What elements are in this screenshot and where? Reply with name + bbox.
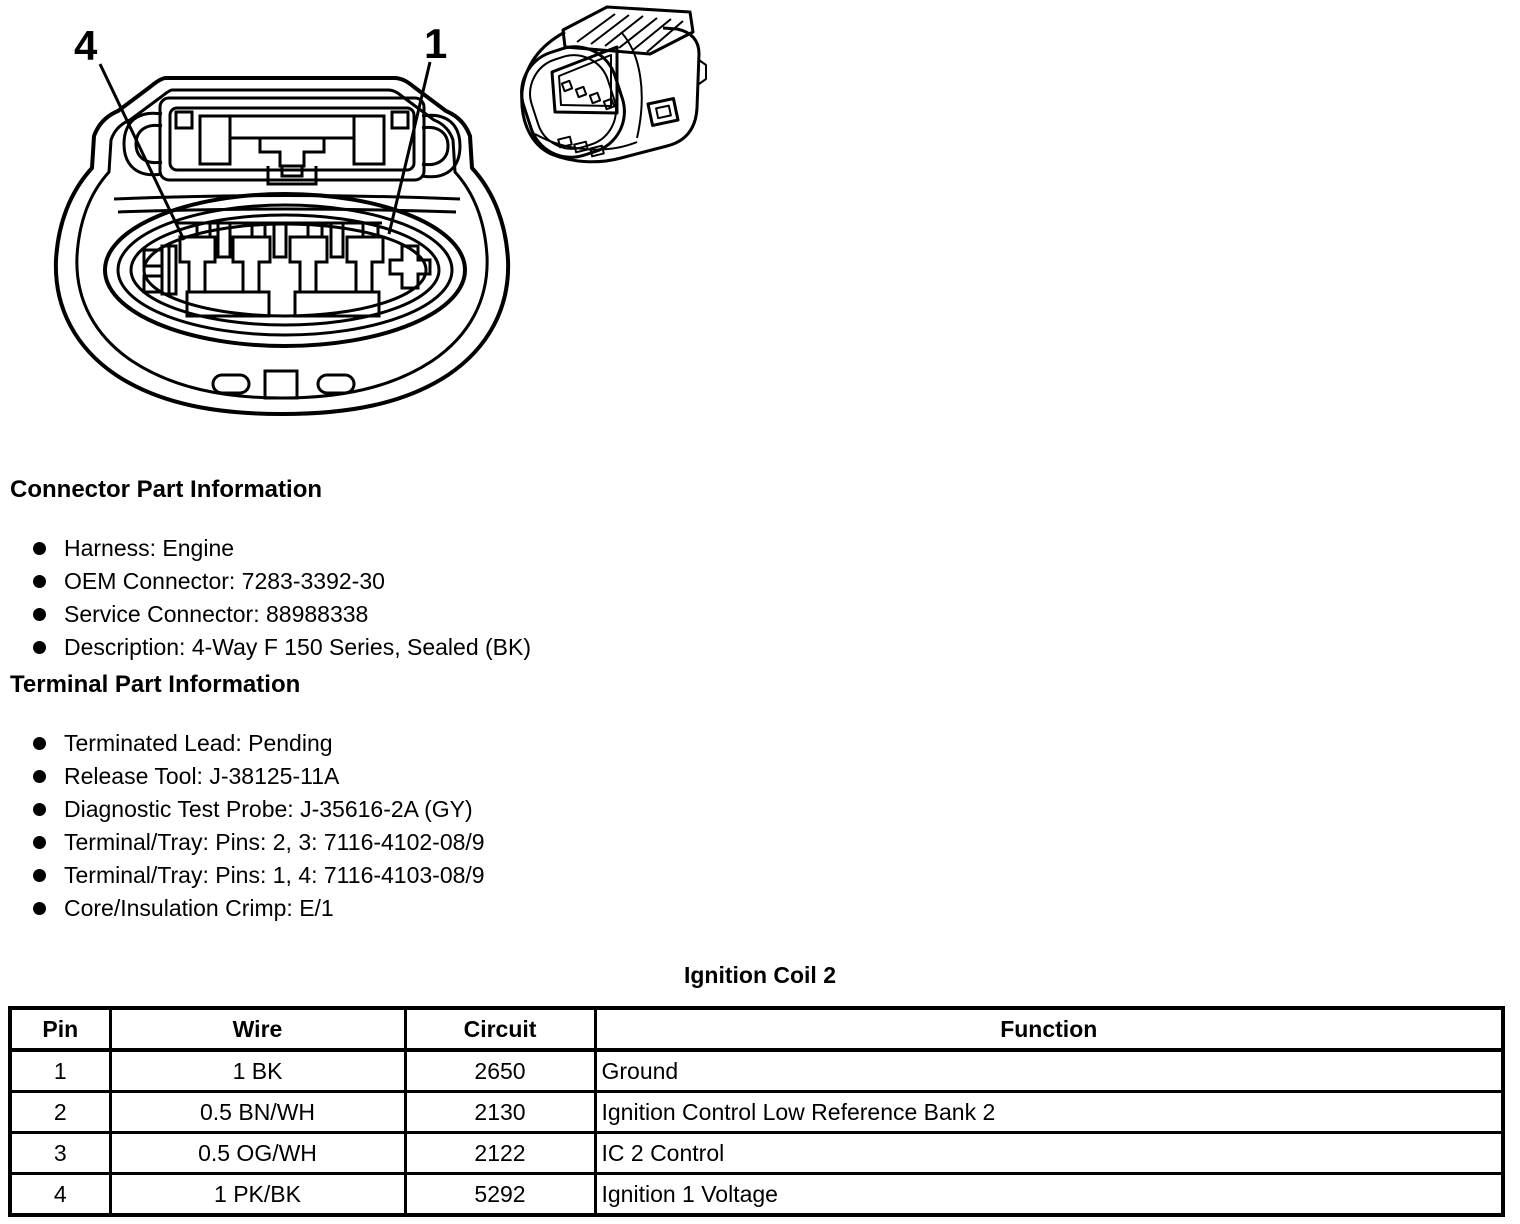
list-item-text: OEM Connector: 7283-3392-30 xyxy=(64,568,385,594)
list-item-text: Release Tool: J-38125-11A xyxy=(64,763,340,789)
list-item xyxy=(0,727,485,760)
connector-face-diagram xyxy=(52,8,522,420)
bullet-icon xyxy=(33,770,46,783)
cell-circuit: 2122 xyxy=(405,1133,595,1174)
iso-side-latch xyxy=(648,99,678,126)
col-header-circuit: Circuit xyxy=(405,1008,595,1050)
table-row xyxy=(10,1174,1503,1216)
terminal-part-info-list xyxy=(0,727,485,925)
cell-circuit: 5292 xyxy=(405,1174,595,1216)
list-item xyxy=(0,859,485,892)
bullet-icon xyxy=(33,836,46,849)
cell-function: IC 2 Control xyxy=(595,1133,1503,1174)
col-header-pin: Pin xyxy=(10,1008,110,1050)
seal-rings xyxy=(105,194,465,346)
col-header-function: Function xyxy=(595,1008,1503,1050)
bullet-icon xyxy=(33,869,46,882)
terminal-pin-3 xyxy=(233,237,270,292)
list-item xyxy=(0,631,531,664)
table-row xyxy=(10,1050,1503,1092)
table-title: Ignition Coil 2 xyxy=(683,962,837,988)
list-item xyxy=(0,760,485,793)
terminal-part-info-heading: Terminal Part Information xyxy=(10,671,301,698)
list-item-text: Description: 4-Way F 150 Series, Sealed (BK) xyxy=(64,634,531,660)
list-item-text: Terminal/Tray: Pins: 2, 3: 7116-4102-08/9 xyxy=(64,829,485,855)
cell-function: Ignition Control Low Reference Bank 2 xyxy=(595,1092,1503,1133)
table-row xyxy=(10,1092,1503,1133)
bullet-icon xyxy=(33,542,46,555)
list-item-text: Terminal/Tray: Pins: 1, 4: 7116-4103-08/9 xyxy=(64,862,485,888)
bullet-icon xyxy=(33,902,46,915)
list-item-text: Diagnostic Test Probe: J-35616-2A (GY) xyxy=(64,796,473,822)
cell-wire: 0.5 OG/WH xyxy=(110,1133,405,1174)
connector-part-info-heading: Connector Part Information xyxy=(10,476,323,503)
cell-circuit: 2650 xyxy=(405,1050,595,1092)
cell-circuit: 2130 xyxy=(405,1092,595,1133)
col-header-wire: Wire xyxy=(110,1008,405,1050)
cell-function: Ignition 1 Voltage xyxy=(595,1174,1503,1216)
bullet-icon xyxy=(33,641,46,654)
list-item xyxy=(0,532,531,565)
cell-wire: 0.5 BN/WH xyxy=(110,1092,405,1133)
table-header-row xyxy=(10,1008,1503,1050)
list-item-text: Terminated Lead: Pending xyxy=(64,730,333,756)
list-item-text: Service Connector: 88988338 xyxy=(64,601,369,627)
terminal-pin-4 xyxy=(180,237,215,292)
callout-label-pin4: 4 xyxy=(74,22,98,69)
connector-lock-detail xyxy=(160,98,424,184)
bottom-index-features xyxy=(213,371,354,398)
iso-bottom-tabs xyxy=(558,137,604,157)
bullet-icon xyxy=(33,803,46,816)
cell-pin: 1 xyxy=(10,1050,110,1092)
terminal-pin-2 xyxy=(290,237,327,292)
cell-pin: 2 xyxy=(10,1092,110,1133)
list-item xyxy=(0,565,531,598)
cell-pin: 4 xyxy=(10,1174,110,1216)
bullet-icon xyxy=(33,608,46,621)
cell-function: Ground xyxy=(595,1050,1503,1092)
list-item-text: Core/Insulation Crimp: E/1 xyxy=(64,895,334,921)
bullet-icon xyxy=(33,575,46,588)
list-item-text: Harness: Engine xyxy=(64,535,235,561)
table-row xyxy=(10,1133,1503,1174)
connector-isometric-view xyxy=(515,2,707,174)
list-item xyxy=(0,793,485,826)
connector-part-info-list xyxy=(0,532,531,664)
terminal-pin-1 xyxy=(347,237,383,292)
cell-wire: 1 PK/BK xyxy=(110,1174,405,1216)
list-item xyxy=(0,826,485,859)
cell-wire: 1 BK xyxy=(110,1050,405,1092)
bullet-icon xyxy=(33,737,46,750)
cell-pin: 3 xyxy=(10,1133,110,1174)
list-item xyxy=(0,598,531,631)
list-item xyxy=(0,892,485,925)
pinout-table xyxy=(8,1006,1505,1217)
callout-label-pin1: 1 xyxy=(424,20,448,67)
